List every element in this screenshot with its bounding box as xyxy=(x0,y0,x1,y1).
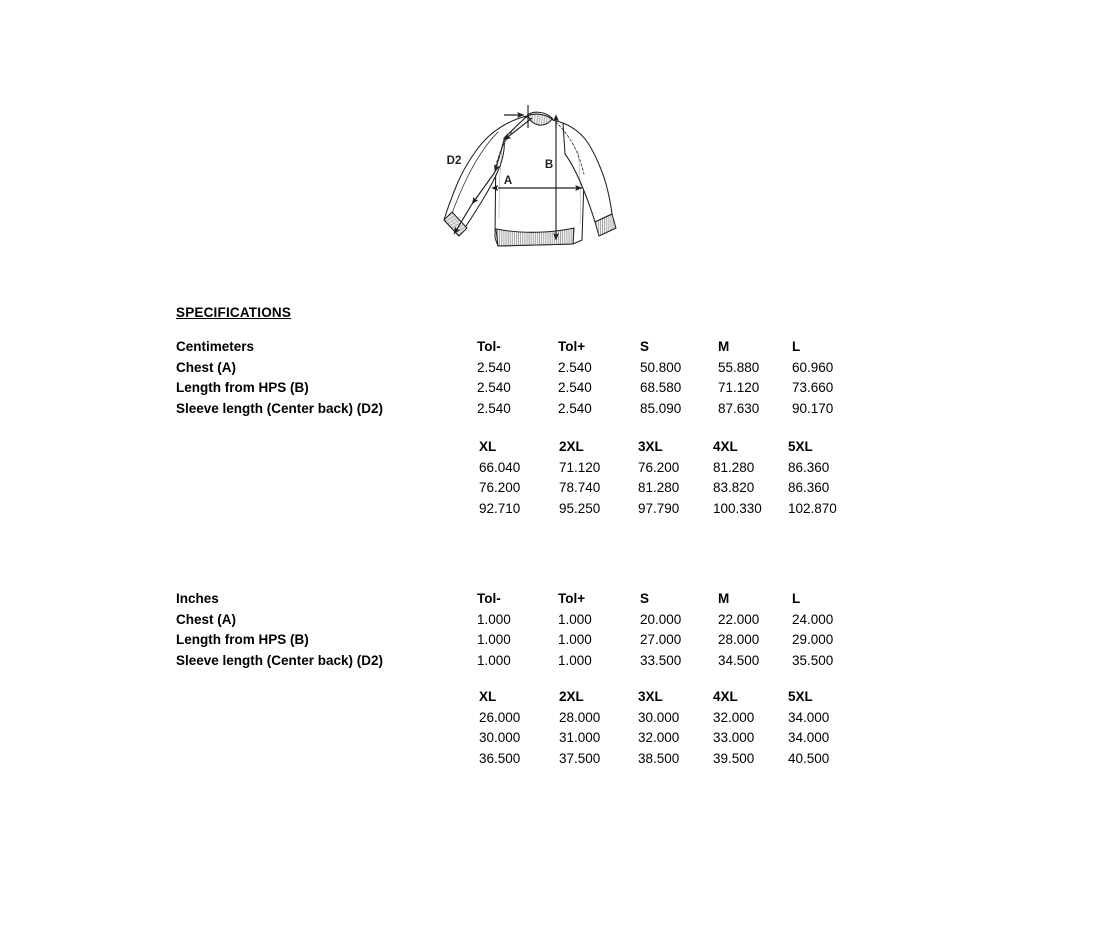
table-row xyxy=(176,378,866,399)
row-label-chest: Chest (A) xyxy=(176,359,236,375)
cell-value: 55.880 xyxy=(718,359,760,375)
cell-value: 86.360 xyxy=(788,459,830,475)
table-row xyxy=(176,458,862,479)
column-header-xl: XL xyxy=(479,439,497,454)
spacer-cell xyxy=(176,687,479,708)
spacer-cell xyxy=(176,458,479,479)
cell-value: 95.250 xyxy=(559,500,601,516)
cell-value: 33.500 xyxy=(640,652,682,668)
cell-value: 37.500 xyxy=(559,750,601,766)
column-header-l: L xyxy=(792,339,801,354)
cell-value: 97.790 xyxy=(638,500,680,516)
cell-value: 78.740 xyxy=(559,480,601,495)
column-header-xl: XL xyxy=(479,689,497,704)
table-row xyxy=(176,478,862,499)
cell-value: 32.000 xyxy=(638,730,680,745)
column-header-tol-plus: Tol+ xyxy=(558,339,586,354)
table-row xyxy=(176,728,862,749)
table-row xyxy=(176,630,866,651)
cell-value: 81.280 xyxy=(638,480,680,495)
diagram-label-length: B xyxy=(544,159,554,171)
table-row xyxy=(176,651,866,672)
cell-value: 34.500 xyxy=(718,652,760,668)
column-header-tol-minus: Tol- xyxy=(477,339,501,354)
diagram-label-sleeve: D2 xyxy=(446,155,462,167)
cell-value: 2.540 xyxy=(477,400,511,416)
cell-value: 28.000 xyxy=(559,709,601,725)
diagram-label-chest: A xyxy=(503,175,513,187)
cell-value: 1.000 xyxy=(558,632,592,647)
table-row xyxy=(176,358,866,379)
table-header-row xyxy=(176,337,866,358)
sweatshirt-technical-drawing xyxy=(432,88,622,268)
spacer-cell xyxy=(176,749,479,770)
cell-value: 39.500 xyxy=(713,750,755,766)
cell-value: 31.000 xyxy=(559,730,601,745)
column-header-5xl: 5XL xyxy=(788,439,813,454)
cell-value: 36.500 xyxy=(479,750,521,766)
table-header-row xyxy=(176,437,862,458)
column-header-tol-minus: Tol- xyxy=(477,591,501,606)
cell-value: 2.540 xyxy=(558,400,592,416)
spacer-cell xyxy=(176,478,479,499)
column-header-tol-plus: Tol+ xyxy=(558,591,586,606)
centimeters-table xyxy=(176,337,866,419)
table-row xyxy=(176,708,862,729)
table-row xyxy=(176,499,862,520)
column-header-m: M xyxy=(718,339,730,354)
inches-table xyxy=(176,589,866,671)
cell-value: 27.000 xyxy=(640,632,682,647)
inches-extended-table xyxy=(176,687,862,769)
row-label-length: Length from HPS (B) xyxy=(176,380,309,395)
cell-value: 50.800 xyxy=(640,359,682,375)
cell-value: 60.960 xyxy=(792,359,834,375)
column-header-s: S xyxy=(640,591,650,606)
cell-value: 1.000 xyxy=(477,632,511,647)
row-label-sleeve: Sleeve length (Center back) (D2) xyxy=(176,652,384,668)
unit-label: Inches xyxy=(176,591,219,606)
unit-label: Centimeters xyxy=(176,339,255,354)
cell-value: 2.540 xyxy=(477,380,511,395)
table-header-row xyxy=(176,687,862,708)
cell-value: 24.000 xyxy=(792,611,834,627)
cell-value: 71.120 xyxy=(559,459,601,475)
spacer-cell xyxy=(176,728,479,749)
page-title: SPECIFICATIONS xyxy=(176,305,292,320)
cell-value: 28.000 xyxy=(718,632,760,647)
spacer-cell xyxy=(176,499,479,520)
cell-value: 2.540 xyxy=(558,380,592,395)
cell-value: 68.580 xyxy=(640,380,682,395)
column-header-3xl: 3XL xyxy=(638,439,663,454)
cell-value: 20.000 xyxy=(640,611,682,627)
column-header-5xl: 5XL xyxy=(788,689,813,704)
column-header-m: M xyxy=(718,591,730,606)
cell-value: 100.330 xyxy=(713,500,762,516)
cell-value: 34.000 xyxy=(788,730,830,745)
table-header-row xyxy=(176,589,866,610)
cell-value: 33.000 xyxy=(713,730,755,745)
cell-value: 1.000 xyxy=(477,652,511,668)
column-header-4xl: 4XL xyxy=(713,439,738,454)
cell-value: 38.500 xyxy=(638,750,680,766)
column-header-2xl: 2XL xyxy=(559,439,584,454)
centimeters-extended-table xyxy=(176,437,862,519)
column-header-4xl: 4XL xyxy=(713,689,738,704)
cell-value: 66.040 xyxy=(479,459,521,475)
cell-value: 1.000 xyxy=(558,611,592,627)
cell-value: 35.500 xyxy=(792,652,834,668)
cell-value: 30.000 xyxy=(479,730,521,745)
cell-value: 1.000 xyxy=(558,652,592,668)
cell-value: 76.200 xyxy=(479,480,521,495)
cell-value: 92.710 xyxy=(479,500,521,516)
cell-value: 83.820 xyxy=(713,480,755,495)
column-header-2xl: 2XL xyxy=(559,689,584,704)
column-header-3xl: 3XL xyxy=(638,689,663,704)
cell-value: 76.200 xyxy=(638,459,680,475)
cell-value: 102.870 xyxy=(788,500,837,516)
column-header-l: L xyxy=(792,591,801,606)
cell-value: 34.000 xyxy=(788,709,830,725)
table-row xyxy=(176,610,866,631)
cell-value: 1.000 xyxy=(477,611,511,627)
cell-value: 81.280 xyxy=(713,459,755,475)
cell-value: 32.000 xyxy=(713,709,755,725)
cell-value: 87.630 xyxy=(718,400,760,416)
spacer-cell xyxy=(176,437,479,458)
cell-value: 90.170 xyxy=(792,400,834,416)
column-header-s: S xyxy=(640,339,650,354)
cell-value: 2.540 xyxy=(477,359,511,375)
table-row xyxy=(176,749,862,770)
table-row xyxy=(176,399,866,420)
cell-value: 71.120 xyxy=(718,380,760,395)
cell-value: 26.000 xyxy=(479,709,521,725)
cell-value: 40.500 xyxy=(788,750,830,766)
cell-value: 30.000 xyxy=(638,709,680,725)
cell-value: 29.000 xyxy=(792,632,834,647)
cell-value: 85.090 xyxy=(640,400,682,416)
spacer-cell xyxy=(176,708,479,729)
cell-value: 2.540 xyxy=(558,359,592,375)
cell-value: 22.000 xyxy=(718,611,760,627)
row-label-sleeve: Sleeve length (Center back) (D2) xyxy=(176,400,384,416)
cell-value: 86.360 xyxy=(788,480,830,495)
cell-value: 73.660 xyxy=(792,380,834,395)
row-label-length: Length from HPS (B) xyxy=(176,632,309,647)
row-label-chest: Chest (A) xyxy=(176,611,236,627)
